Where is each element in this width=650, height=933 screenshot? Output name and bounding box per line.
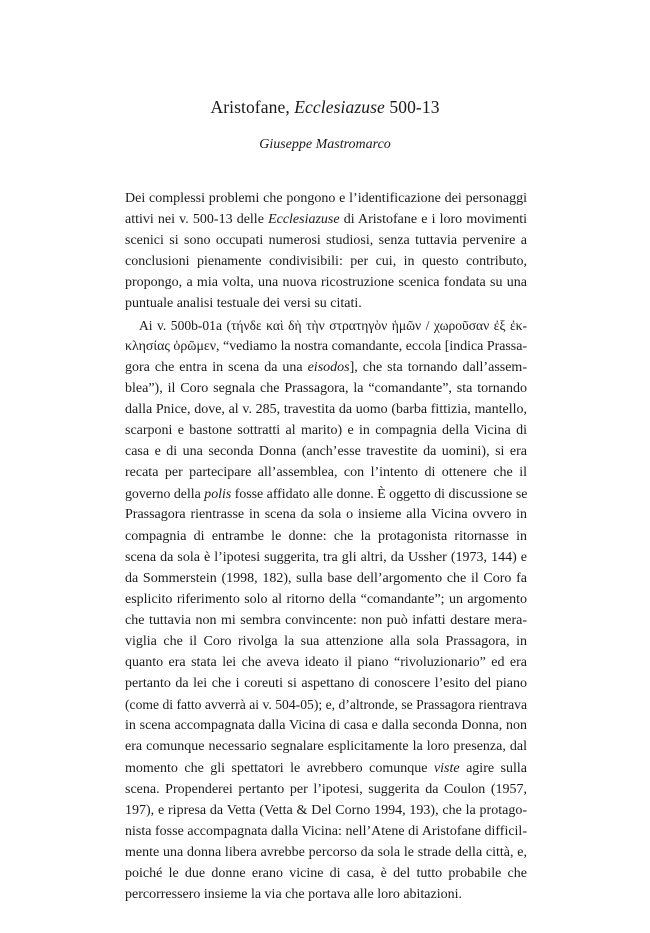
text-line: in scena accompagnata dalla Vicina di casa e dalla seconda Donna, non [125,718,527,734]
text-line: viglia che il Coro rivolga la sua attenzione alla sola Prassagora, in [125,633,527,649]
text-line: da Sommerstein (1998, 182), sulla base dell’argomento che il Coro fa [125,570,527,586]
text-line: mente una donna libera avrebbe percorso da sola le strade della città, e, [125,844,527,860]
text-line: dalla Pnice, dove, al v. 285, travestita da uomo (barba fittizia, mantello, [125,401,527,417]
text-line: governo della polis fosse affidato alle donne. È oggetto di discussione se [125,486,528,502]
text-line: Dei complessi problemi che pongono e l’identificazione dei personaggi [125,191,527,206]
text-line: momento che gli spettatori le avrebbero comunque viste agire sulla [125,760,527,776]
text-line: casa e di una seconda Donna (anch’esse travestite da uomini), si era [125,444,527,460]
text-line: 197), e ripresa da Vetta (Vetta & Del Corno 1994, 193), che la protago- [125,802,527,818]
text-line: nista fosse accompagnata dalla Vicina: nell’Atene di Aristofane difficil- [125,823,527,839]
text-line: Ai v. 500b-01a (τήνδε καὶ δὴ τὴν στρατηγὸν ἡμῶν / χωροῦσαν ἐξ ἐκ- [139,317,527,333]
article-author: Giuseppe Mastromarco [259,137,391,152]
text-line: era comunque necessario segnalare esplicitamente la loro presenza, dal [125,739,527,755]
text-line: recata per partecipare all’assemblea, con l’intento di ottenere che il [125,465,527,481]
text-line: Prassagora rientrasse in scena da sola o insieme alla Vicina ovvero in [125,507,527,523]
text-line: scena. Propenderei pertanto per l’ipotesi, suggerita da Coulon (1957, [125,781,527,797]
text-line: attivi nei v. 500-13 delle Ecclesiazuse di Aristofane e i loro movimenti [125,212,527,228]
article-title [0,97,650,118]
text-line: poiché le due donne erano vicine di casa, è del tutto probabile che [125,866,527,881]
text-line: gora che entra in scena da una eisodos], che sta tornando dall’assem- [125,359,527,375]
title-suffix: 500-13 [384,97,440,117]
text-line: che tuttavia non mi sembra convincente: non può infatti destare mera- [125,612,527,628]
text-line: compagnia di entrambe le donne: che la protagonista ritornasse in [125,528,527,544]
paragraph-2 [125,315,527,906]
text-line: puntuale analisi testuale dei versi su citati. [125,296,362,312]
text-line: quanto era stata lei che aveva ideato il piano “rivoluzionario” ed era [125,655,527,671]
text-line: propongo, a mia volta, una nuova ricostruzione scenica fondata su una [125,275,527,291]
text-line: blea”), il Coro segnala che Prassagora, la “comandante”, sta tornando [125,380,527,396]
text-line: esplicito riferimento solo al ritorno della “comandante”; un argomento [125,591,527,607]
text-line: scarponi e bastone sottratti al marito) e in compagnia della Vicina di [125,423,527,439]
text-line: conclusioni pienamente condivisibili: per cui, in questo contributo, [125,254,527,270]
paragraph-1 [125,188,527,315]
title-work: Ecclesiazuse [294,97,385,117]
text-line: (come di fatto avverrà ai v. 504-05); e, d’altronde, se Prassagora rientrava [125,697,527,713]
text-line: scenici si sono occupati numerosi studiosi, senza tuttavia pervenire a [125,233,527,249]
text-line: scena da sola è l’ipotesi suggerita, tra gli altri, da Ussher (1973, 144) e [125,549,527,565]
text-line: κλησίας ὁρῶμεν, “vediamo la nostra comandante, eccola [indica Prassa- [125,338,527,354]
text-line: pertanto da lei che i coreuti si aspettano di conoscere l’esito del piano [125,676,527,692]
article-body [125,188,527,905]
text-line: percorressero insieme la via che portava alle loro abitazioni. [125,887,463,903]
title-prefix: Aristofane, [210,97,295,117]
